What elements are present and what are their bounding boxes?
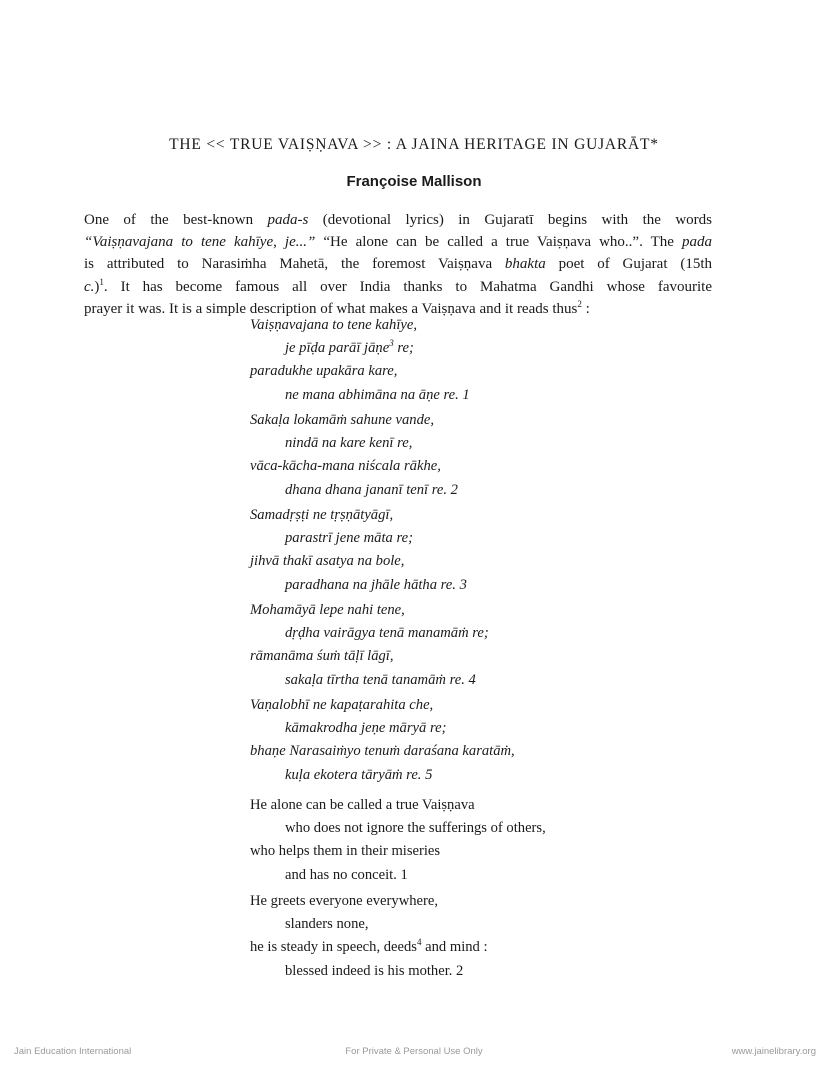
footnote-ref: 2 <box>577 298 582 309</box>
intro-line <box>84 231 712 253</box>
verse-line <box>250 840 710 863</box>
verse-line <box>250 360 710 383</box>
verse-line <box>250 504 710 527</box>
verse-text: paradhana na jhāle hātha re. 3 <box>285 576 467 593</box>
verse-line <box>250 337 710 360</box>
verse-text: he is steady in speech, deeds <box>250 939 417 956</box>
text-run: (devotional lyrics) in Gujaratī begins with the words <box>308 212 712 228</box>
gujarati-verse-4 <box>250 599 710 692</box>
footer-left: Jain Education International <box>14 1046 132 1057</box>
article-title: THE << TRUE VAIṢṆAVA >> : A JAINA HERITAGE IN GUJARĀT* <box>169 136 659 153</box>
verse-line <box>250 913 710 936</box>
verse-line <box>250 622 710 645</box>
author-name: Françoise Mallison <box>346 173 482 190</box>
verse-text: sakaḷa tīrtha tenā tanamāṁ re. 4 <box>285 671 476 688</box>
text-run: poet of Gujarat (15th <box>545 256 712 273</box>
verse-text: rāmanāma śuṁ tāḷī lāgī, <box>250 648 394 665</box>
verse-line <box>250 740 710 763</box>
text-run: ) <box>94 278 100 295</box>
verse-text: bhaṇe Narasaiṁyo tenuṁ daraśana karatāṁ, <box>250 743 515 760</box>
verse-text: Vaṇalobhī ne kapaṭarahita che, <box>250 697 434 713</box>
verse-line <box>250 432 710 455</box>
verse-line <box>250 574 710 597</box>
verse-line <box>250 384 710 407</box>
verse-line <box>250 694 710 717</box>
footnote-ref: 4 <box>416 937 422 948</box>
verse-text: ne mana abhimāna na āṇe re. 1 <box>285 386 470 403</box>
intro-line <box>84 276 712 298</box>
verse-text: Samadṛṣṭi ne tṛṣṇātyāgī, <box>250 507 394 523</box>
verse-line <box>250 864 710 887</box>
intro-line <box>84 253 712 275</box>
verse-text: dhana dhana jananī tenī re. 2 <box>285 481 458 498</box>
text-run: One of the best-known <box>84 212 268 228</box>
gujarati-verse-3 <box>250 504 710 597</box>
verse-line <box>250 599 710 622</box>
verse-text: parastrī jene māta re; <box>285 530 413 547</box>
verse-text: He greets everyone everywhere, <box>250 893 438 909</box>
text-run: is attributed to Narasiṁha Mahetā, the foremost Vaiṣṇava <box>84 256 505 273</box>
footer-right: www.jainelibrary.org <box>731 1046 816 1057</box>
verse-line <box>250 890 710 913</box>
verse-text: who does not ignore the sufferings of others, <box>285 820 546 837</box>
verse-line <box>250 960 710 983</box>
verse-line <box>250 936 710 959</box>
text-run: “He alone can be called a true Vaiṣṇava who..”. The <box>315 234 682 251</box>
text-run: “Vaiṣṇavajana to tene kahīye, je...” <box>84 234 316 251</box>
verse-line <box>250 669 710 692</box>
verse-line <box>250 817 710 840</box>
verse-text: je pīḍa parāī jāṇe <box>285 340 390 357</box>
verse-text: jihvā thakī asatya na bole, <box>250 553 405 570</box>
gujarati-verse-1 <box>250 314 710 407</box>
verse-line <box>250 527 710 550</box>
intro-line <box>84 209 712 231</box>
footer-center: For Private & Personal Use Only <box>345 1046 483 1057</box>
verse-text: Mohamāyā lepe nahi tene, <box>250 602 405 618</box>
gujarati-verse-5 <box>250 694 710 787</box>
verse-text: kuḷa ekotera tāryāṁ re. 5 <box>285 766 433 783</box>
intro-paragraph <box>84 209 712 320</box>
verse-text: re; <box>393 340 414 357</box>
verse-text: vāca-kācha-mana niścala rākhe, <box>250 458 441 475</box>
footnote-ref: 1 <box>99 276 104 287</box>
english-verse-2 <box>250 890 710 983</box>
verse-text: slanders none, <box>285 916 369 933</box>
english-verse-1 <box>250 794 710 887</box>
verse-line <box>250 455 710 478</box>
verse-text: Vaiṣṇavajana to tene kahīye, <box>250 317 417 333</box>
text-run: prayer it was. It is a simple description of what makes a Vaiṣṇava and it reads thus <box>84 300 578 317</box>
text-run: pada <box>682 234 712 251</box>
verse-line <box>250 314 710 337</box>
verse-text: blessed indeed is his mother. 2 <box>285 962 464 979</box>
text-run: . It has become famous all over India thanks to Mahatma Gandhi whose favourite <box>103 278 712 295</box>
text-run: : <box>581 300 590 317</box>
verse-line <box>250 794 710 817</box>
verse-text: and has no conceit. 1 <box>285 866 408 883</box>
text-run: bhakta <box>504 256 546 273</box>
verse-text: kāmakrodha jeṇe māryā re; <box>285 720 447 737</box>
gujarati-verse-2 <box>250 409 710 502</box>
verse-text: and mind : <box>421 939 488 956</box>
verse-text: who helps them in their miseries <box>250 843 441 860</box>
verse-text: dṛḍha vairāgya tenā manamāṁ re; <box>285 625 489 642</box>
verse-line <box>250 550 710 573</box>
verse-line <box>250 764 710 787</box>
verse-line <box>250 479 710 502</box>
verse-text: Sakaḷa lokamāṁ sahune vande, <box>250 412 435 428</box>
verse-text: paradukhe upakāra kare, <box>250 363 398 380</box>
verse-line <box>250 717 710 740</box>
verse-text: nindā na kare kenī re, <box>285 435 413 452</box>
verse-text: He alone can be called a true Vaiṣṇava <box>250 797 475 813</box>
verse-line <box>250 645 710 668</box>
text-run: c. <box>84 278 95 295</box>
text-run: pada-s <box>267 212 309 228</box>
verse-line <box>250 409 710 432</box>
footnote-ref: 3 <box>389 338 394 349</box>
